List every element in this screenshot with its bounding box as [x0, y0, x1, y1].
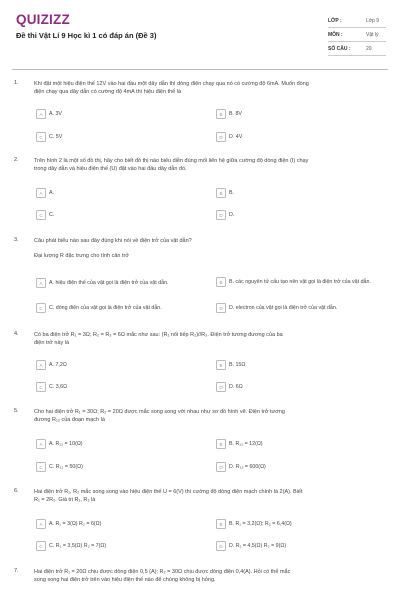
question-number: 1.	[14, 80, 19, 86]
option-letter-box: D	[216, 132, 226, 142]
option-d[interactable]	[216, 461, 266, 473]
quizizz-logo: QUIZIZZ	[16, 12, 70, 27]
option-letter-box: C	[36, 132, 46, 142]
meta-label: SỐ CÂU :	[328, 45, 351, 52]
option-letter-box: A	[36, 360, 46, 370]
question-text	[34, 408, 384, 424]
option-letter-box: D	[216, 541, 226, 551]
option-letter-box: B	[216, 519, 226, 529]
option-letter-box: D	[216, 382, 226, 392]
option-d[interactable]	[216, 540, 286, 552]
option-letter-box: D	[216, 210, 226, 220]
option-letter-box: B	[216, 188, 226, 198]
option-letter-box: C	[36, 382, 46, 392]
option-text: C. dòng điện của vật gọi là điện trở của vật dẫn.	[49, 304, 162, 311]
option-text: D. 4V	[229, 133, 243, 140]
option-c[interactable]	[36, 540, 106, 552]
question-text	[34, 488, 384, 504]
option-c[interactable]	[36, 461, 83, 473]
question-text-line: Câu phát biểu nào sau đây đúng khi nói về điện trở của vật dẫn?	[34, 238, 192, 244]
option-b[interactable]	[216, 518, 292, 530]
question-text-line: Hai điện trở R₁ = 20Ω chịu được dòng điện 0,5 (A); R₂ = 30Ω chịu được dòng điện 0,4(A). Hỏi có thể mắc	[34, 569, 291, 575]
question-number: 7.	[14, 568, 19, 574]
option-d[interactable]	[216, 209, 234, 221]
option-text: B.	[229, 189, 235, 196]
option-b[interactable]	[216, 359, 245, 371]
option-a[interactable]	[36, 108, 62, 120]
option-a[interactable]	[36, 187, 54, 199]
option-c[interactable]	[36, 131, 62, 143]
meta-value: Lớp 9	[366, 17, 380, 24]
option-text: A.	[49, 189, 55, 196]
question-text-line: R₁ = 2R₂. Giá trị R₁, R₂ là	[34, 497, 96, 504]
question-number: 6.	[14, 488, 19, 494]
option-text: D. R₁₂ = 600(Ω)	[229, 463, 266, 470]
option-d[interactable]	[216, 381, 243, 393]
question-text-line: Khi đặt một hiệu điện thế 12V vào hai đầu một dây dẫn thì dòng điện chạy qua nó có cường độ 6mA. Muốn dòng	[34, 81, 309, 87]
question-text-line: Trên hình 2 là một số đồ thị, hãy cho biết đồ thị nào biểu diễn đúng mối liên hệ giữa cường độ dòng điện (I) chạy	[34, 158, 309, 164]
option-letter-box: C	[36, 303, 46, 313]
option-text: C. R₁ = 3,5(Ω) R₂ = 7(Ω)	[49, 542, 107, 549]
option-letter-box: A	[36, 439, 46, 449]
question-text-line: Có ba điện trở R₁ = 3Ω; R₂ = R₃ = 6Ω mắc như sau: (R₁ nối tiếp R₂)//R₃. Điện trở tương đương của ba	[34, 332, 283, 338]
question-number: 5.	[14, 408, 19, 414]
option-letter-box: D	[216, 303, 226, 313]
option-letter-box: A	[36, 278, 46, 288]
meta-value: Vật lý	[366, 31, 379, 38]
question-text-line: trong dây dẫn và hiệu điện thế (U) đặt vào hai đầu dây dẫn đó.	[34, 166, 187, 173]
option-letter-box: A	[36, 109, 46, 119]
option-letter-box: B	[216, 109, 226, 119]
question-text-line: điện chạy qua dây dẫn có cường độ 4mA thì hiệu điện thế là	[34, 89, 182, 96]
option-a[interactable]	[36, 438, 83, 450]
option-text: B. 8V	[229, 110, 242, 117]
option-a[interactable]	[36, 359, 67, 371]
question-text	[34, 331, 384, 347]
meta-value: 20	[366, 45, 372, 52]
meta-label: LỚP :	[328, 17, 342, 24]
option-b[interactable]	[216, 438, 263, 450]
option-text: B. R₁₂ = 12(Ω)	[229, 440, 263, 447]
option-c[interactable]	[36, 381, 67, 393]
option-text: C. 3,6Ω	[49, 383, 68, 390]
question-text	[34, 157, 384, 173]
option-a[interactable]	[36, 518, 101, 530]
option-text: A. hiệu điện thế của vật gọi là điện trở của vật dẫn.	[49, 279, 169, 286]
document-title: Đề thi Vật Lí 9 Học kì 1 có đáp án (Đề 3)	[16, 31, 157, 40]
document-header	[0, 0, 400, 62]
option-text: D. electron của vật gọi là điện trở của vật dẫn.	[229, 304, 338, 311]
option-c[interactable]	[36, 209, 54, 221]
question-text	[34, 237, 384, 245]
option-letter-box: C	[36, 541, 46, 551]
option-text: D. 6Ω	[229, 383, 243, 390]
option-letter-box: A	[36, 519, 46, 529]
option-b[interactable]	[216, 187, 234, 199]
question-number: 4.	[14, 331, 19, 337]
option-letter-box: B	[216, 360, 226, 370]
option-text: D.	[229, 211, 235, 218]
option-b[interactable]	[216, 108, 242, 120]
question-text-line: Cho hai điện trở R₁ = 30Ω; R₂ = 20Ω được mắc song song với nhau như sơ đồ hình vẽ. Điện trở tương	[34, 409, 285, 415]
question-text-line: điện trở này là	[34, 340, 70, 347]
option-text: A. 3V	[49, 110, 62, 117]
option-text: B. R₁ = 3,2(Ω); R₂ = 6,4(Ω)	[229, 520, 292, 527]
meta-label: MÔN :	[328, 31, 343, 38]
question-text-line: đương R₁₂ của đoạn mạch là	[34, 417, 105, 424]
meta-row-count	[328, 42, 386, 56]
option-letter-box: A	[36, 188, 46, 198]
option-a[interactable]	[36, 276, 169, 290]
question-text-line: song song hai điện trở trên vào hiệu điện thế nào để chúng không bị hỏng.	[34, 577, 216, 584]
option-text: B. các nguyên tử cấu tạo nên vật gọi là điện trở của vật dẫn.	[229, 278, 371, 285]
option-b[interactable]	[216, 274, 379, 290]
option-d[interactable]	[216, 131, 242, 143]
question-subtext: Đại lượng R đặc trưng cho tính cản trở	[34, 253, 129, 259]
question-number: 3.	[14, 237, 19, 243]
option-letter-box: B	[216, 439, 226, 449]
question-text-line: Hai điện trở R₁, R₂ mắc song song vào hiệu điện thế U = 6(V) thì cường độ dòng điện mạch chính là 2(A). Biết	[34, 489, 303, 495]
question-text	[34, 568, 384, 584]
option-text: A. R₁₂ = 10(Ω)	[49, 440, 83, 447]
meta-row-class	[328, 14, 386, 28]
meta-info	[328, 14, 386, 56]
option-letter-box: C	[36, 210, 46, 220]
option-text: B. 15Ω	[229, 361, 246, 368]
header-divider	[12, 69, 388, 70]
option-text: A. R₁ = 3(Ω) R₂ = 6(Ω)	[49, 520, 102, 527]
option-text: C.	[49, 211, 55, 218]
question-text	[34, 80, 384, 96]
option-letter-box: B	[216, 277, 226, 287]
option-d[interactable]	[216, 302, 337, 314]
option-c[interactable]	[36, 302, 162, 314]
option-text: A. 7,2Ω	[49, 361, 67, 368]
option-letter-box: C	[36, 462, 46, 472]
question-number: 2.	[14, 157, 19, 163]
option-text: D. R₁ = 4,5(Ω) R₂ = 9(Ω)	[229, 542, 287, 549]
option-letter-box: D	[216, 462, 226, 472]
option-text: C. 5V	[49, 133, 63, 140]
meta-row-subject	[328, 28, 386, 42]
option-text: C. R₁₂ = 50(Ω)	[49, 463, 83, 470]
